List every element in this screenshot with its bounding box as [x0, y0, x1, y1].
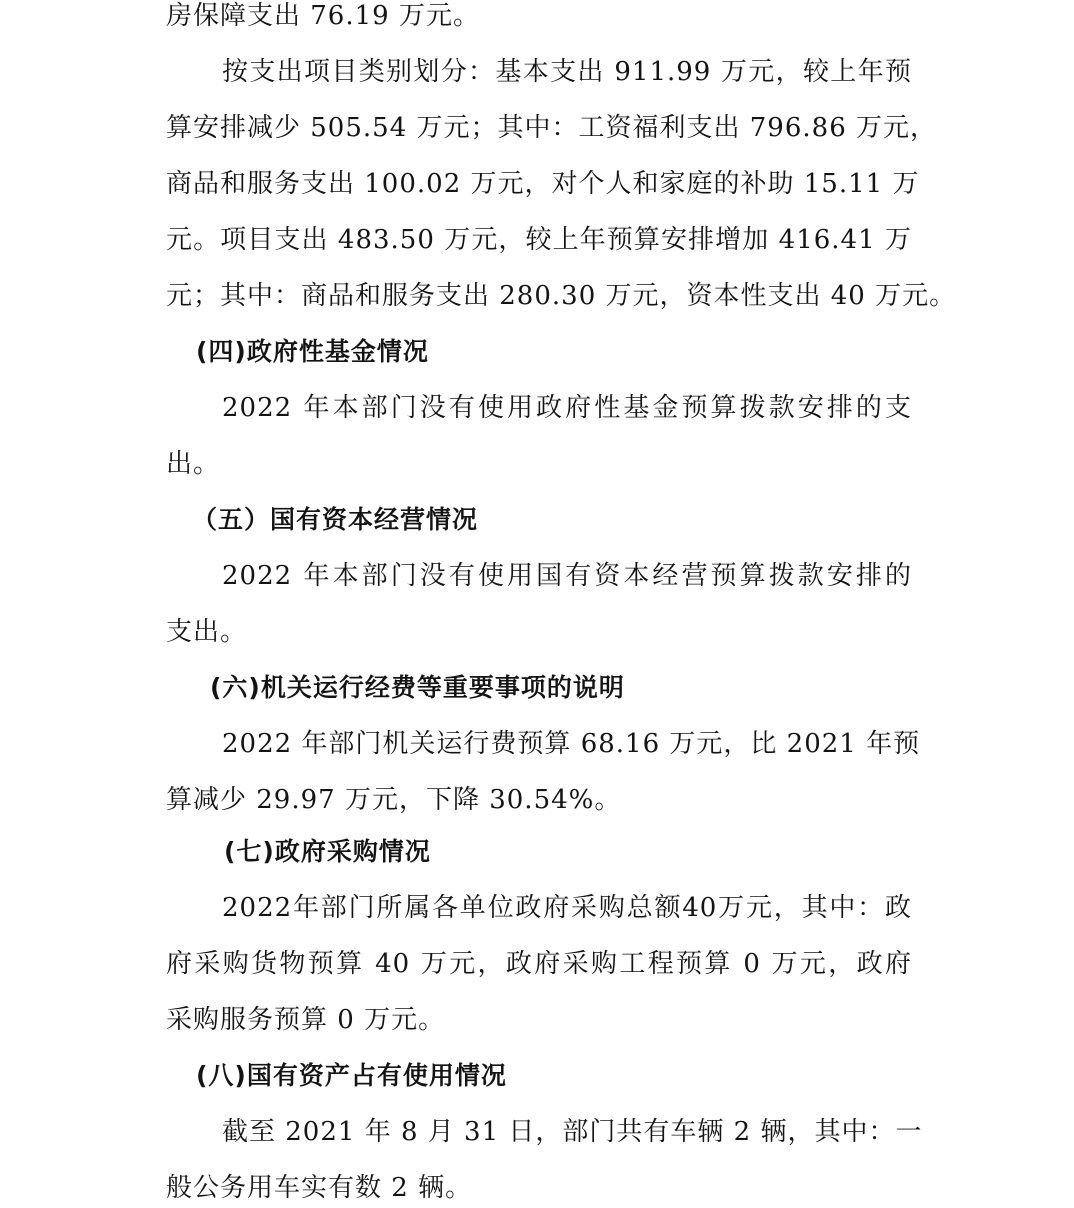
paragraph-line: 商品和服务支出 100.02 万元，对个人和家庭的补助 15.11 万	[166, 169, 920, 199]
section-heading: (七)政府采购情况	[224, 837, 431, 866]
paragraph-line: 房保障支出 76.19 万元。	[166, 1, 480, 31]
section-heading: （五）国有资本经营情况	[192, 505, 479, 534]
paragraph-line: 元。项目支出 483.50 万元，较上年预算安排增加 416.41 万	[166, 225, 912, 255]
section-heading: (六)机关运行经费等重要事项的说明	[210, 673, 625, 702]
paragraph-line: 2022 年本部门没有使用政府性基金预算拨款安排的支	[222, 393, 912, 423]
paragraph-line: 算减少 29.97 万元，下降 30.54%。	[166, 785, 622, 815]
paragraph-line: 截至 2021 年 8 月 31 日，部门共有车辆 2 辆，其中：一	[222, 1117, 923, 1147]
paragraph-line: 算安排减少 505.54 万元；其中：工资福利支出 796.86 万元，	[166, 113, 938, 143]
paragraph-line: 元；其中：商品和服务支出 280.30 万元，资本性支出 40 万元。	[166, 281, 957, 311]
section-heading: (八)国有资产占有使用情况	[196, 1061, 507, 1090]
paragraph-line: 2022 年本部门没有使用国有资本经营预算拨款安排的	[222, 561, 912, 591]
paragraph-line: 2022年部门所属各单位政府采购总额40万元，其中：政	[222, 893, 912, 923]
paragraph-line: 采购服务预算 0 万元。	[166, 1005, 446, 1035]
section-heading: (四)政府性基金情况	[196, 337, 429, 366]
paragraph-line: 般公务用车实有数 2 辆。	[166, 1173, 473, 1203]
paragraph-line: 支出。	[166, 617, 248, 647]
paragraph-line: 2022 年部门机关运行费预算 68.16 万元，比 2021 年预	[222, 729, 921, 759]
paragraph-line: 按支出项目类别划分：基本支出 911.99 万元，较上年预	[222, 57, 912, 87]
paragraph-line: 出。	[166, 449, 221, 479]
paragraph-line: 府采购货物预算 40 万元，政府采购工程预算 0 万元，政府	[166, 949, 912, 979]
